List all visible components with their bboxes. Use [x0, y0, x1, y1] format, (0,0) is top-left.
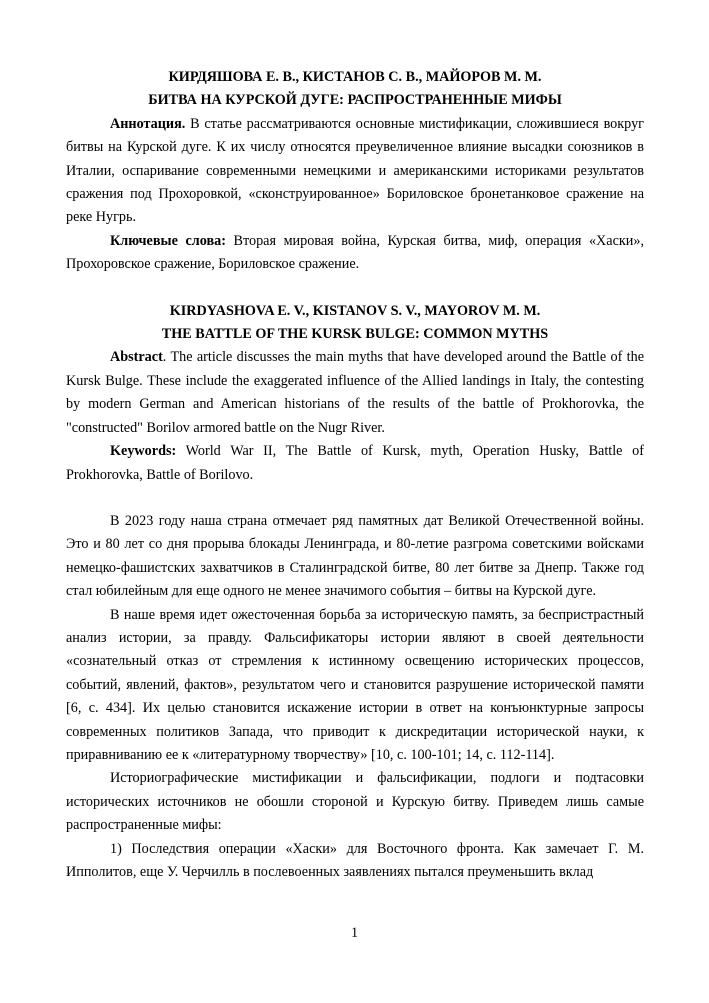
en-abstract-label: Abstract — [110, 349, 163, 366]
en-keywords-label: Keywords: — [110, 443, 177, 460]
body-paragraph: 1) Последствия операции «Хаски» для Восточного фронта. Как замечает Г. М. Ипполитов, еще У. Черчилль в послевоенных заявлениях пытался преуменьшить вклад — [66, 840, 644, 880]
ru-abstract-text: В статье рассматриваются основные мистификации, сложившиеся вокруг битвы на Курской дуге. К их числу относятся преувеличенное влияние высадки союзников в Италии, оспаривание современными немецкими и американскими историками результатов сражения под Прохоровкой, «сконструированное» Бориловское бронетанковое сражение на реке Нугрь. — [66, 115, 644, 226]
ru-keywords-text: Вторая мировая война, Курская битва, миф, операция «Хаски», Прохоровское сражение, Бориловское сражение. — [66, 232, 644, 273]
body-paragraph: В 2023 году наша страна отмечает ряд памятных дат Великой Отечественной войны. Это и 80 лет со дня прорыва блокады Ленинграда, и 80-летие разгрома советскими войсками немецко-фашистских захватчиков в Сталинградской битве, 80 лет битве за Днепр. Также год стал юбилейным для еще одного не менее значимого события – битвы на Курской дуге. — [66, 512, 644, 600]
en-keywords-text: World War II, The Battle of Kursk, myth, Operation Husky, Battle of Prokhorovka, Battle of Borilovo. — [66, 443, 644, 483]
en-keywords — [66, 440, 644, 487]
page-number: 1 — [350, 925, 359, 941]
ru-title: БИТВА НА КУРСКОЙ ДУГЕ: РАСПРОСТРАНЕННЫЕ МИФЫ — [148, 92, 562, 109]
en-authors: KIRDYASHOVA E. V., KISTANOV S. V., MAYOROV M. M. — [169, 302, 541, 319]
en-abstract — [66, 346, 644, 440]
ru-authors: КИРДЯШОВА Е. В., КИСТАНОВ С. В., МАЙОРОВ М. М. — [168, 69, 542, 85]
en-abstract-text: . The article discusses the main myths that have developed around the Battle of the Kursk Bulge. These include the exaggerated influence of the Allied landings in Italy, the contesting by modern German and American historians of the results of the battle of Prokhorovka, the "constructed" Borilov armored battle on the Nugr River. — [66, 349, 644, 436]
ru-keywords — [66, 230, 644, 277]
body-paragraph: Историографические мистификации и фальсификации, подлоги и подтасовки исторических источников не обошли стороной и Курскую битву. Приведем лишь самые распространенные мифы: — [66, 770, 644, 834]
ru-abstract-label: Аннотация. — [110, 115, 186, 132]
en-title: THE BATTLE OF THE KURSK BULGE: COMMON MYTHS — [161, 326, 549, 343]
ru-abstract — [66, 113, 644, 230]
body-paragraph: В наше время идет ожесточенная борьба за историческую память, за беспристрастный анализ истории, за правду. Фальсификаторы истории являют в своей деятельности «сознательный отказ от стремления к истинному освещению исторических процессов, событий, явлений, фактов», результатом чего и становится разрушение исторической памяти [6, с. 434]. Их целью становится искажение истории в ответ на конъюнктурные запросы современных политиков Запада, что приводит к дискредитации исторической науки, к приравниванию ее к «литературному творчеству» [10, с. 100-101; 14, с. 112-114]. — [66, 606, 644, 763]
paper-page — [66, 66, 644, 884]
ru-keywords-label: Ключевые слова: — [110, 232, 226, 249]
